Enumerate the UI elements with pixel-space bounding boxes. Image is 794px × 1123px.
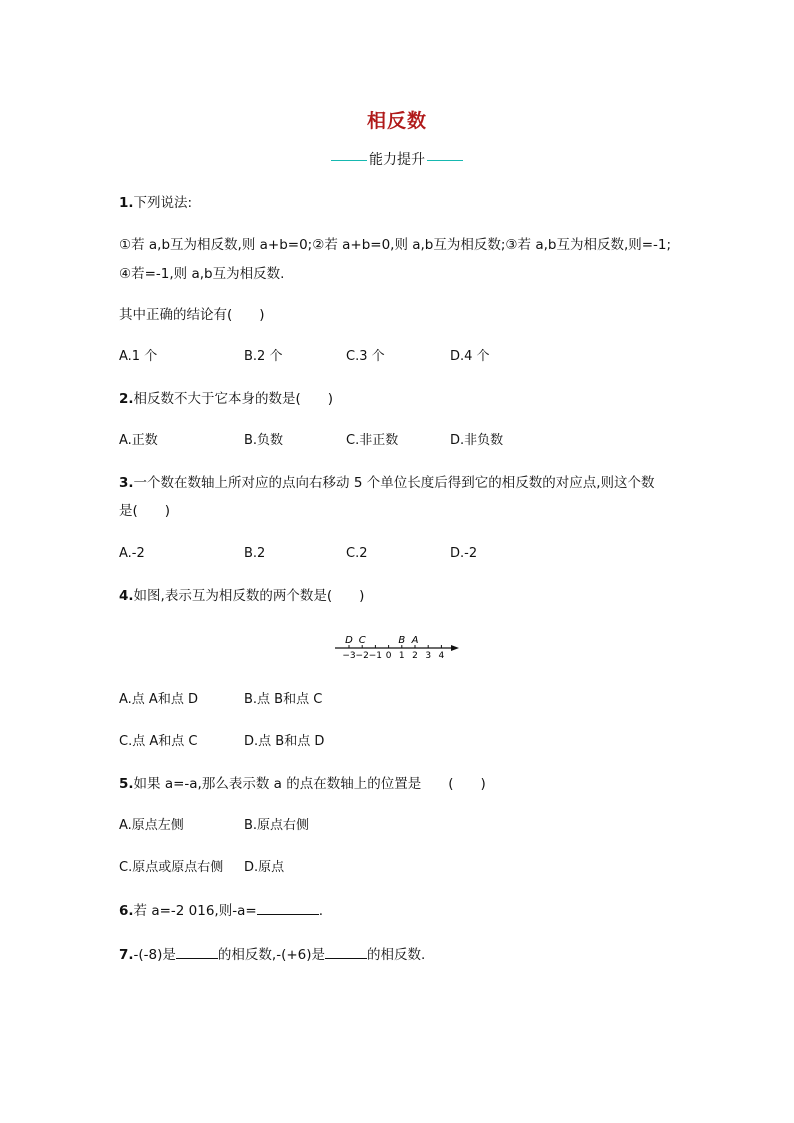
question-5-stem: 5.如果 a=-a,那么表示数 a 的点在数轴上的位置是 ( ) bbox=[119, 776, 486, 792]
tick-label: 1 bbox=[398, 651, 405, 661]
number-line bbox=[335, 629, 465, 663]
subtitle-text: 能力提升 bbox=[369, 152, 425, 168]
question-6-stem: 6.若 a=-2 016,则-a= . bbox=[119, 900, 323, 921]
question-2-option-d[interactable]: D.非负数 bbox=[450, 433, 504, 448]
tick-label: 0 bbox=[385, 651, 392, 661]
question-5-option-a[interactable]: A.原点左侧 bbox=[119, 818, 184, 833]
question-4-option-a[interactable]: A.点 A和点 D bbox=[119, 692, 198, 707]
tick-label: −2 bbox=[355, 651, 369, 661]
decor-line-left bbox=[331, 160, 367, 161]
tick-label: 4 bbox=[438, 651, 445, 661]
question-3-option-d[interactable]: D.-2 bbox=[450, 546, 478, 561]
question-1-option-d[interactable]: D.4 个 bbox=[450, 349, 490, 364]
page-title: 相反数 bbox=[366, 110, 427, 132]
question-1-option-b[interactable]: B.2 个 bbox=[244, 349, 283, 364]
question-3-option-c[interactable]: C.2 bbox=[346, 546, 368, 561]
point-label-a: A bbox=[411, 635, 419, 646]
question-4-option-c[interactable]: C.点 A和点 C bbox=[119, 734, 198, 749]
question-2-number: 2. bbox=[119, 391, 134, 407]
question-2-option-b[interactable]: B.负数 bbox=[244, 433, 284, 448]
question-7-number: 7. bbox=[119, 947, 134, 963]
tick-label: 3 bbox=[425, 651, 432, 661]
question-1-stem: 1.下列说法: bbox=[119, 195, 193, 211]
point-marks bbox=[345, 635, 418, 646]
tick-label: −3 bbox=[342, 651, 356, 661]
tick-labels bbox=[342, 651, 444, 661]
answer-blank-7a[interactable] bbox=[176, 944, 218, 959]
number-line-arrow bbox=[451, 645, 459, 651]
tick-label: 2 bbox=[412, 651, 418, 661]
tick-label: −1 bbox=[368, 651, 383, 661]
question-4-stem: 4.如图,表示互为相反数的两个数是( ) bbox=[119, 588, 365, 604]
question-3-option-a[interactable]: A.-2 bbox=[119, 546, 145, 561]
point-label-b: B bbox=[398, 635, 406, 646]
question-1-ask: 其中正确的结论有( ) bbox=[119, 307, 265, 323]
question-3-option-b[interactable]: B.2 bbox=[244, 546, 266, 561]
question-4-option-b[interactable]: B.点 B和点 C bbox=[244, 692, 323, 707]
question-2-stem: 2.相反数不大于它本身的数是( ) bbox=[119, 391, 334, 407]
question-1-line-2: ④若=-1,则 a,b互为相反数. bbox=[119, 266, 285, 282]
question-4-number: 4. bbox=[119, 588, 134, 604]
point-label-c: C bbox=[358, 635, 366, 646]
question-1-number: 1. bbox=[119, 195, 134, 211]
answer-blank-6[interactable] bbox=[257, 900, 319, 915]
number-line-figure bbox=[335, 629, 465, 667]
question-3-number: 3. bbox=[119, 475, 134, 491]
question-5-option-b[interactable]: B.原点右侧 bbox=[244, 818, 310, 833]
question-5-number: 5. bbox=[119, 776, 134, 792]
question-1-line-1: ①若 a,b互为相反数,则 a+b=0;②若 a+b=0,则 a,b互为相反数;③若 a,b互为相反数,则=-1; bbox=[119, 237, 672, 253]
question-1-option-c[interactable]: C.3 个 bbox=[346, 349, 385, 364]
question-1-option-a[interactable]: A.1 个 bbox=[119, 349, 158, 364]
question-2-option-a[interactable]: A.正数 bbox=[119, 433, 158, 448]
question-2-option-c[interactable]: C.非正数 bbox=[346, 433, 399, 448]
question-5-option-c[interactable]: C.原点或原点右侧 bbox=[119, 860, 224, 875]
section-subtitle bbox=[0, 149, 794, 169]
question-4-option-d[interactable]: D.点 B和点 D bbox=[244, 734, 325, 749]
answer-blank-7b[interactable] bbox=[325, 944, 367, 959]
question-3-stem-line-1: 3.一个数在数轴上所对应的点向右移动 5 个单位长度后得到它的相反数的对应点,则这个数 bbox=[119, 475, 655, 491]
question-5-option-d[interactable]: D.原点 bbox=[244, 860, 285, 875]
question-6-number: 6. bbox=[119, 903, 134, 919]
decor-line-right bbox=[427, 160, 463, 161]
question-3-stem-line-2: 是( ) bbox=[119, 503, 171, 519]
point-label-d: D bbox=[345, 635, 353, 646]
question-7-stem: 7.-(-8)是 的相反数,-(+6)是 的相反数. bbox=[119, 944, 425, 965]
